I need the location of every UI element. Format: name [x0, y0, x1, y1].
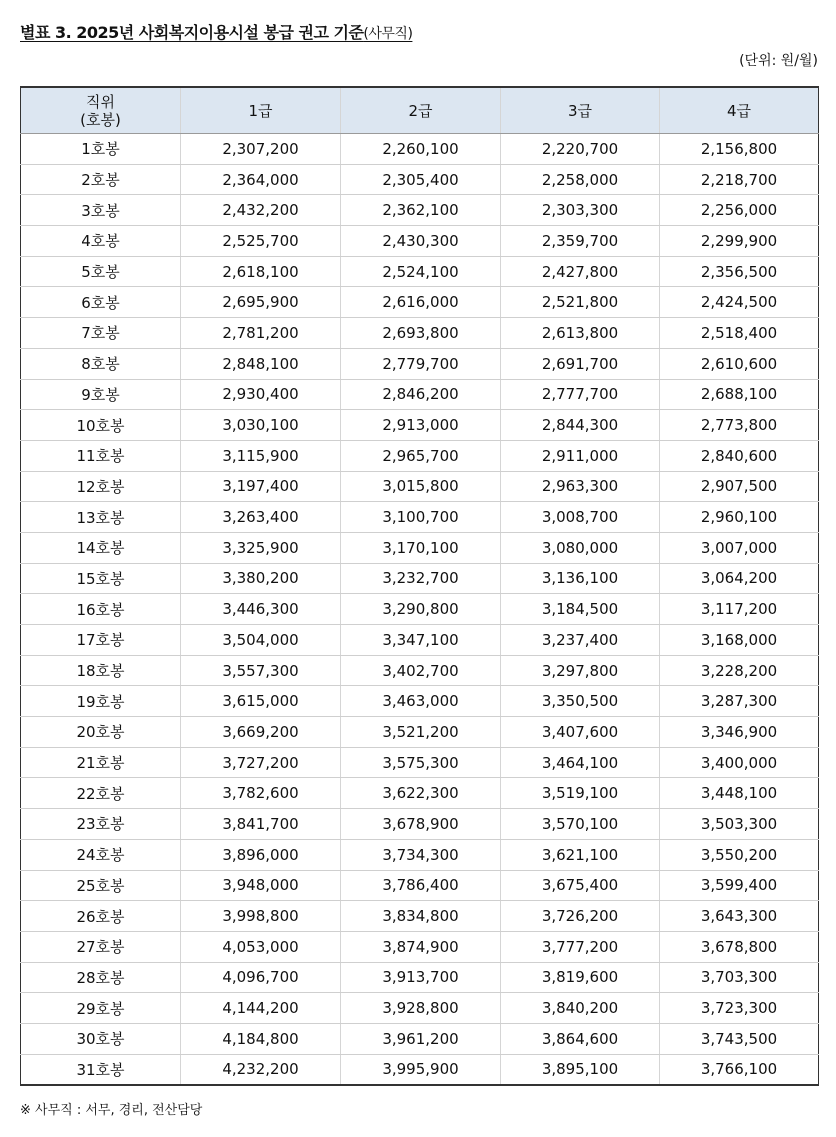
step-cell: 9호봉 [21, 379, 181, 410]
salary-cell: 2,218,700 [660, 164, 819, 195]
salary-cell: 3,263,400 [181, 502, 341, 533]
header-grade-4: 4급 [660, 87, 819, 134]
salary-cell: 3,100,700 [341, 502, 501, 533]
table-row [21, 839, 819, 870]
salary-cell: 3,184,500 [501, 594, 660, 625]
salary-cell: 2,963,300 [501, 471, 660, 502]
table-row [21, 440, 819, 471]
salary-cell: 3,896,000 [181, 839, 341, 870]
salary-cell: 2,913,000 [341, 410, 501, 441]
salary-cell: 4,184,800 [181, 1023, 341, 1054]
step-cell: 5호봉 [21, 256, 181, 287]
salary-cell: 2,693,800 [341, 318, 501, 349]
salary-cell: 3,290,800 [341, 594, 501, 625]
salary-cell: 3,080,000 [501, 532, 660, 563]
salary-cell: 3,726,200 [501, 901, 660, 932]
salary-cell: 3,064,200 [660, 563, 819, 594]
salary-cell: 3,557,300 [181, 655, 341, 686]
salary-cell: 3,297,800 [501, 655, 660, 686]
salary-cell: 2,258,000 [501, 164, 660, 195]
salary-cell: 3,503,300 [660, 809, 819, 840]
salary-cell: 2,359,700 [501, 226, 660, 257]
salary-cell: 2,846,200 [341, 379, 501, 410]
salary-cell: 2,303,300 [501, 195, 660, 226]
salary-cell: 3,895,100 [501, 1054, 660, 1085]
salary-cell: 2,430,300 [341, 226, 501, 257]
salary-cell: 3,115,900 [181, 440, 341, 471]
table-row [21, 563, 819, 594]
table-row [21, 686, 819, 717]
salary-cell: 2,362,100 [341, 195, 501, 226]
title-main: 별표 3. 2025년 사회복지이용시설 봉급 권고 기준 [20, 23, 364, 42]
table-row [21, 532, 819, 563]
table-row [21, 625, 819, 656]
table-row [21, 256, 819, 287]
salary-cell: 2,781,200 [181, 318, 341, 349]
salary-cell: 4,096,700 [181, 962, 341, 993]
salary-cell: 3,864,600 [501, 1023, 660, 1054]
table-row [21, 318, 819, 349]
salary-cell: 3,550,200 [660, 839, 819, 870]
salary-cell: 2,521,800 [501, 287, 660, 318]
salary-cell: 3,325,900 [181, 532, 341, 563]
salary-cell: 2,779,700 [341, 348, 501, 379]
table-row [21, 348, 819, 379]
salary-cell: 3,840,200 [501, 993, 660, 1024]
salary-cell: 3,030,100 [181, 410, 341, 441]
unit-label: (단위: 원/월) [739, 53, 818, 69]
salary-cell: 3,819,600 [501, 962, 660, 993]
salary-cell: 2,618,100 [181, 256, 341, 287]
salary-cell: 2,930,400 [181, 379, 341, 410]
salary-cell: 3,998,800 [181, 901, 341, 932]
table-row [21, 655, 819, 686]
step-cell: 29호봉 [21, 993, 181, 1024]
salary-cell: 3,786,400 [341, 870, 501, 901]
step-cell: 21호봉 [21, 747, 181, 778]
salary-cell: 3,287,300 [660, 686, 819, 717]
salary-cell: 2,613,800 [501, 318, 660, 349]
salary-cell: 3,521,200 [341, 717, 501, 748]
salary-cell: 2,848,100 [181, 348, 341, 379]
salary-table-body [21, 134, 819, 1086]
salary-cell: 2,695,900 [181, 287, 341, 318]
step-cell: 31호봉 [21, 1054, 181, 1085]
salary-cell: 2,616,000 [341, 287, 501, 318]
salary-cell: 3,168,000 [660, 625, 819, 656]
salary-cell: 3,948,000 [181, 870, 341, 901]
salary-cell: 2,364,000 [181, 164, 341, 195]
salary-cell: 2,911,000 [501, 440, 660, 471]
salary-cell: 3,928,800 [341, 993, 501, 1024]
salary-cell: 2,432,200 [181, 195, 341, 226]
step-cell: 30호봉 [21, 1023, 181, 1054]
salary-cell: 3,615,000 [181, 686, 341, 717]
step-cell: 1호봉 [21, 134, 181, 165]
salary-cell: 3,136,100 [501, 563, 660, 594]
salary-cell: 3,599,400 [660, 870, 819, 901]
salary-cell: 2,844,300 [501, 410, 660, 441]
table-row [21, 195, 819, 226]
header-row [21, 87, 819, 134]
salary-cell: 3,678,800 [660, 931, 819, 962]
step-cell: 22호봉 [21, 778, 181, 809]
salary-cell: 4,144,200 [181, 993, 341, 1024]
header-grade-1: 1급 [181, 87, 341, 134]
table-row [21, 502, 819, 533]
salary-cell: 3,643,300 [660, 901, 819, 932]
salary-cell: 2,424,500 [660, 287, 819, 318]
step-cell: 25호봉 [21, 870, 181, 901]
salary-cell: 3,117,200 [660, 594, 819, 625]
table-row [21, 717, 819, 748]
table-row [21, 962, 819, 993]
salary-cell: 3,407,600 [501, 717, 660, 748]
table-row [21, 471, 819, 502]
table-row [21, 134, 819, 165]
table-row [21, 747, 819, 778]
step-cell: 17호봉 [21, 625, 181, 656]
salary-cell: 3,350,500 [501, 686, 660, 717]
salary-cell: 2,840,600 [660, 440, 819, 471]
salary-cell: 2,525,700 [181, 226, 341, 257]
salary-cell: 3,874,900 [341, 931, 501, 962]
header-rank-line1: 직위 [86, 92, 115, 111]
document-title [20, 20, 412, 43]
step-cell: 12호봉 [21, 471, 181, 502]
salary-cell: 2,356,500 [660, 256, 819, 287]
salary-cell: 3,913,700 [341, 962, 501, 993]
salary-cell: 3,622,300 [341, 778, 501, 809]
table-row [21, 870, 819, 901]
salary-cell: 3,007,000 [660, 532, 819, 563]
salary-cell: 3,504,000 [181, 625, 341, 656]
salary-cell: 2,256,000 [660, 195, 819, 226]
salary-cell: 2,260,100 [341, 134, 501, 165]
salary-cell: 2,610,600 [660, 348, 819, 379]
salary-cell: 3,446,300 [181, 594, 341, 625]
salary-cell: 4,053,000 [181, 931, 341, 962]
salary-cell: 3,008,700 [501, 502, 660, 533]
salary-cell: 2,960,100 [660, 502, 819, 533]
step-cell: 6호봉 [21, 287, 181, 318]
step-cell: 2호봉 [21, 164, 181, 195]
table-row [21, 901, 819, 932]
salary-cell: 3,621,100 [501, 839, 660, 870]
salary-cell: 3,464,100 [501, 747, 660, 778]
salary-cell: 3,237,400 [501, 625, 660, 656]
salary-cell: 3,669,200 [181, 717, 341, 748]
salary-cell: 3,723,300 [660, 993, 819, 1024]
table-row [21, 410, 819, 441]
salary-cell: 4,232,200 [181, 1054, 341, 1085]
step-cell: 18호봉 [21, 655, 181, 686]
table-row [21, 1023, 819, 1054]
salary-cell: 2,691,700 [501, 348, 660, 379]
table-row [21, 778, 819, 809]
salary-cell: 3,170,100 [341, 532, 501, 563]
table-row [21, 379, 819, 410]
salary-cell: 3,232,700 [341, 563, 501, 594]
table-row [21, 287, 819, 318]
salary-cell: 2,299,900 [660, 226, 819, 257]
salary-cell: 2,305,400 [341, 164, 501, 195]
step-cell: 3호봉 [21, 195, 181, 226]
salary-table [20, 86, 819, 1086]
salary-cell: 2,965,700 [341, 440, 501, 471]
footnote: ※ 사무직 : 서무, 경리, 전산담당 [20, 1103, 203, 1118]
step-cell: 24호봉 [21, 839, 181, 870]
salary-cell: 2,427,800 [501, 256, 660, 287]
header-rank [21, 87, 181, 134]
salary-cell: 3,777,200 [501, 931, 660, 962]
salary-cell: 3,734,300 [341, 839, 501, 870]
step-cell: 20호봉 [21, 717, 181, 748]
salary-cell: 3,463,000 [341, 686, 501, 717]
salary-cell: 3,228,200 [660, 655, 819, 686]
salary-cell: 3,197,400 [181, 471, 341, 502]
title-sub: (사무직) [363, 26, 413, 42]
salary-cell: 2,688,100 [660, 379, 819, 410]
salary-cell: 3,727,200 [181, 747, 341, 778]
step-cell: 7호봉 [21, 318, 181, 349]
salary-cell: 3,402,700 [341, 655, 501, 686]
table-row [21, 993, 819, 1024]
salary-cell: 3,448,100 [660, 778, 819, 809]
step-cell: 19호봉 [21, 686, 181, 717]
salary-cell: 3,346,900 [660, 717, 819, 748]
header-grade-3: 3급 [501, 87, 660, 134]
salary-cell: 2,518,400 [660, 318, 819, 349]
step-cell: 26호봉 [21, 901, 181, 932]
table-row [21, 164, 819, 195]
salary-cell: 3,400,000 [660, 747, 819, 778]
table-row [21, 809, 819, 840]
salary-cell: 3,380,200 [181, 563, 341, 594]
salary-cell: 3,570,100 [501, 809, 660, 840]
salary-cell: 3,995,900 [341, 1054, 501, 1085]
salary-cell: 2,220,700 [501, 134, 660, 165]
salary-cell: 2,777,700 [501, 379, 660, 410]
step-cell: 4호봉 [21, 226, 181, 257]
salary-cell: 3,703,300 [660, 962, 819, 993]
salary-cell: 2,773,800 [660, 410, 819, 441]
step-cell: 11호봉 [21, 440, 181, 471]
step-cell: 23호봉 [21, 809, 181, 840]
salary-cell: 3,961,200 [341, 1023, 501, 1054]
step-cell: 27호봉 [21, 931, 181, 962]
table-row [21, 1054, 819, 1085]
header-grade-2: 2급 [341, 87, 501, 134]
salary-cell: 3,766,100 [700, 1060, 778, 1079]
step-cell: 16호봉 [21, 594, 181, 625]
step-cell: 14호봉 [21, 532, 181, 563]
table-row [21, 931, 819, 962]
table-row [21, 594, 819, 625]
step-cell: 13호봉 [21, 502, 181, 533]
salary-cell: 2,524,100 [341, 256, 501, 287]
step-cell: 28호봉 [21, 962, 181, 993]
step-cell: 10호봉 [21, 410, 181, 441]
header-rank-line2: (호봉) [80, 110, 121, 129]
table-row [21, 226, 819, 257]
salary-cell: 3,841,700 [181, 809, 341, 840]
salary-cell: 3,015,800 [341, 471, 501, 502]
step-cell: 15호봉 [21, 563, 181, 594]
salary-cell: 3,678,900 [341, 809, 501, 840]
salary-cell: 3,347,100 [341, 625, 501, 656]
salary-cell: 3,575,300 [341, 747, 501, 778]
salary-cell: 3,675,400 [501, 870, 660, 901]
salary-cell: 2,156,800 [660, 134, 819, 165]
salary-cell: 3,743,500 [660, 1023, 819, 1054]
salary-cell: 2,907,500 [660, 471, 819, 502]
salary-cell: 2,307,200 [181, 134, 341, 165]
salary-cell: 3,834,800 [341, 901, 501, 932]
salary-cell: 3,519,100 [501, 778, 660, 809]
salary-cell: 3,782,600 [181, 778, 341, 809]
step-cell: 8호봉 [21, 348, 181, 379]
